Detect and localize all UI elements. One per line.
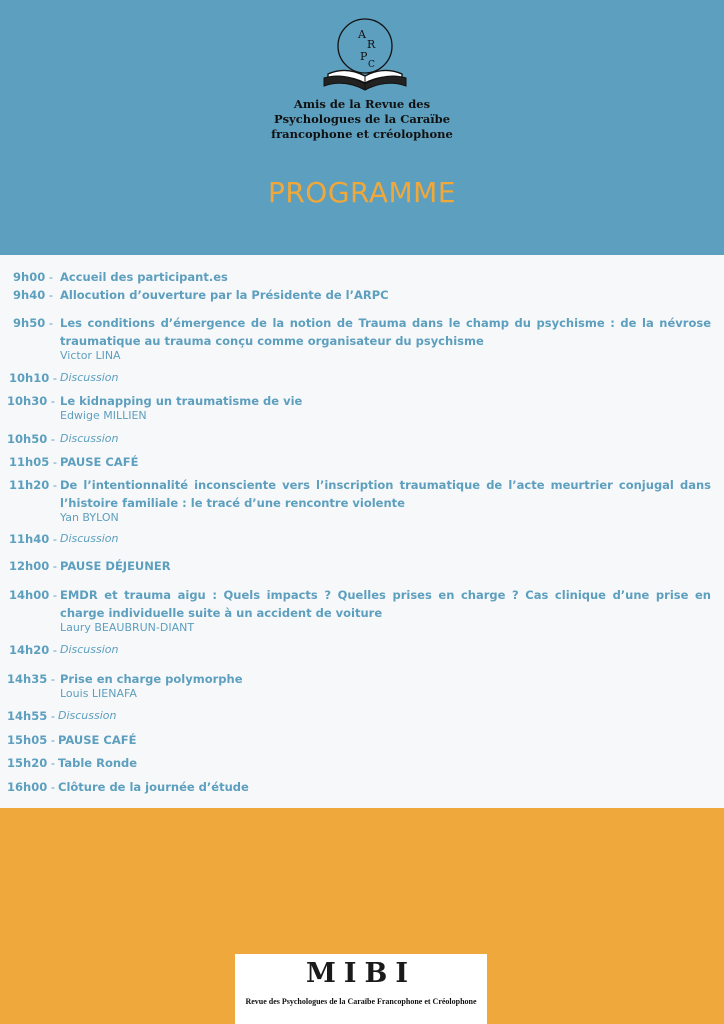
- item-time: 10h30 -: [7, 392, 67, 410]
- item-time: 14h20 -: [9, 641, 69, 659]
- organization-name: [212, 97, 512, 142]
- org-line: francophone et créolophone: [271, 127, 453, 141]
- item-title: Discussion: [60, 532, 119, 545]
- item-speaker: Louis LIENAFA: [60, 687, 137, 700]
- page-title: PROGRAMME: [267, 176, 457, 209]
- item-speaker: Edwige MILLIEN: [60, 409, 147, 422]
- org-line: Amis de la Revue des: [293, 97, 431, 111]
- schedule-list: [0, 255, 724, 808]
- book-logo-icon: [322, 16, 408, 92]
- item-time: 11h40 -: [9, 530, 69, 548]
- item-time: 12h00 -: [9, 557, 69, 575]
- item-time: 16h00 -: [7, 778, 67, 796]
- svg-text:C: C: [368, 60, 375, 70]
- item-title: PAUSE CAFÉ: [60, 455, 139, 469]
- svg-text:R: R: [367, 38, 376, 51]
- item-time: 9h40 -: [13, 286, 73, 304]
- item-title: Discussion: [60, 432, 119, 445]
- item-title: Prise en charge polymorphe: [60, 672, 243, 686]
- item-title: PAUSE DÉJEUNER: [60, 559, 171, 573]
- item-title: Allocution d’ouverture par la Présidente de l’ARPC: [60, 288, 389, 302]
- item-time: 14h35 -: [7, 670, 67, 688]
- svg-text:P: P: [360, 50, 368, 63]
- mibi-logo: [235, 954, 487, 1024]
- item-speaker: Victor LINA: [60, 349, 121, 362]
- item-title: Les conditions d’émergence de la notion de Trauma dans le champ du psychisme : de la névrose traumatique au trauma conçu comme organisateur du psychisme: [60, 316, 711, 348]
- item-title: Accueil des participant.es: [60, 270, 228, 284]
- item-title: Le kidnapping un traumatisme de vie: [60, 394, 303, 408]
- item-time: 10h50 -: [7, 430, 67, 448]
- item-title: EMDR et trauma aigu : Quels impacts ? Quelles prises en charge ? Cas clinique d’une prise en charge individuelle suite à un accident de voiture: [60, 588, 711, 620]
- item-title: Discussion: [60, 643, 119, 656]
- item-time: 11h05 -: [9, 453, 69, 471]
- item-title: Discussion: [58, 709, 117, 722]
- mibi-brand: MIBI: [306, 958, 416, 989]
- item-speaker: Laury BEAUBRUN-DIANT: [60, 621, 195, 634]
- item-time: 15h20 -: [7, 754, 67, 772]
- mibi-subtitle: Revue des Psychologues de la Caraïbe Francophone et Créolophone: [245, 997, 477, 1006]
- item-title: Table Ronde: [58, 756, 138, 770]
- org-line: Psychologues de la Caraïbe: [273, 112, 451, 126]
- item-title: Clôture de la journée d’étude: [58, 780, 249, 794]
- item-time: 9h00 -: [13, 268, 73, 286]
- item-time: 11h20 -: [9, 476, 69, 494]
- item-time: 14h00 -: [9, 586, 69, 604]
- item-title: PAUSE CAFÉ: [58, 733, 137, 747]
- item-time: 14h55 -: [7, 707, 67, 725]
- item-title: De l’intentionnalité inconsciente vers l’inscription traumatique de l’acte meurtrier conjugal dans l’histoire familiale : le tracé d’une rencontre violente: [60, 478, 711, 510]
- item-time: 15h05 -: [7, 731, 67, 749]
- item-time: 9h50 -: [13, 314, 73, 332]
- svg-text:A: A: [358, 28, 366, 41]
- header-banner: [0, 0, 724, 255]
- item-time: 10h10 -: [9, 369, 69, 387]
- item-speaker: Yan BYLON: [60, 511, 119, 524]
- item-title: Discussion: [60, 371, 119, 384]
